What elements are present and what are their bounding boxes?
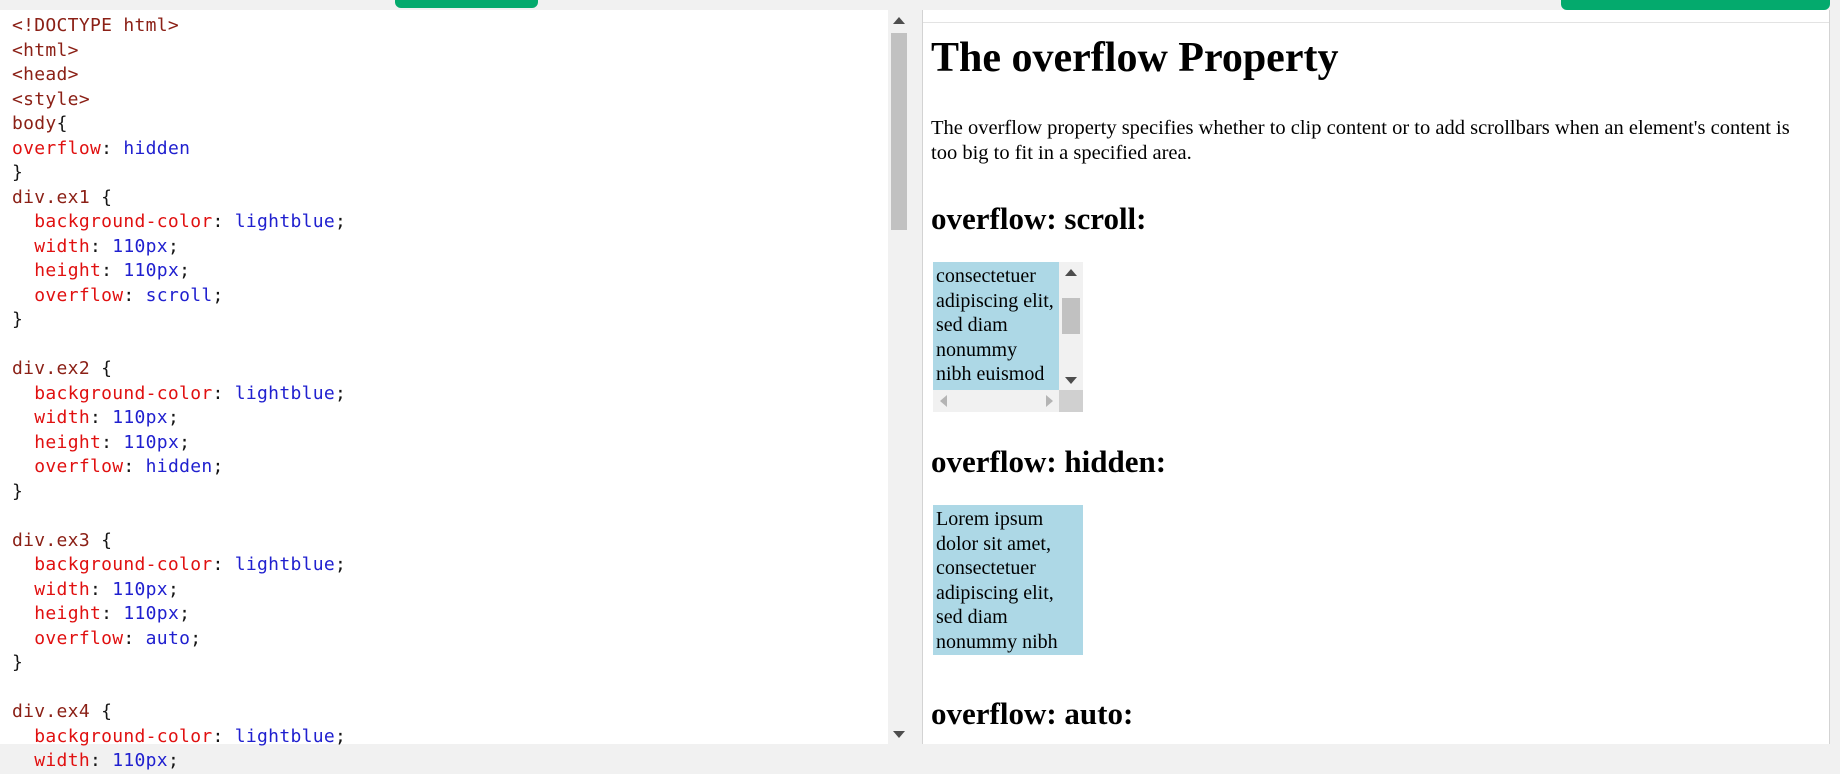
scrollbar-corner <box>1059 390 1083 412</box>
box-text-line: consectetuer <box>936 265 1036 287</box>
scroll-up-arrow-icon[interactable] <box>1059 262 1083 282</box>
scroll-right-arrow-icon[interactable] <box>1039 390 1059 412</box>
section-heading-scroll: overflow: scroll: <box>931 201 1147 236</box>
box-text-line: dolor sit amet, <box>936 532 1051 555</box>
box-horizontal-scrollbar[interactable] <box>933 390 1059 412</box>
scroll-left-arrow-icon[interactable] <box>933 390 953 412</box>
box-text-line: nonummy nibh <box>936 630 1058 653</box>
pane-resize-divider[interactable] <box>910 10 922 744</box>
code-lines: <!DOCTYPE html> <html> <head> <style> body{ overflow: hidden } div.ex1 { background-color: lightblue; width: 110px; height: 110px; overflow: scroll; } div.ex2 { background-color: lightblue; width: 110px; height: 110px; overflow: hidden; } div.ex3 { background-color: lightblue; width: 110px; height: 110px; overflow: auto; } div.ex4 { background-color: lightblue; width: 110px; <box>12 15 347 771</box>
code-editor-pane[interactable] <box>0 10 888 771</box>
box-scrollbar-thumb[interactable] <box>1062 298 1080 334</box>
top-left-button-partial[interactable] <box>395 0 538 8</box>
editor-scrollbar-thumb[interactable] <box>891 33 907 230</box>
overflow-scroll-example-box <box>933 262 1083 412</box>
scroll-down-arrow-icon[interactable] <box>1059 370 1083 390</box>
editor-vertical-scrollbar[interactable] <box>888 10 910 744</box>
box-text-line: Lorem ipsum <box>936 508 1044 530</box>
box-vertical-scrollbar[interactable] <box>1059 262 1083 390</box>
section-heading-auto: overflow: auto: <box>931 696 1134 731</box>
box-text-line: sed diam <box>936 606 1008 628</box>
overflow-hidden-example-box <box>933 505 1083 655</box>
top-right-button-partial[interactable] <box>1561 0 1830 10</box>
box-text-line: adipiscing elit, <box>936 289 1054 312</box>
box-text-line: sed diam <box>936 314 1008 336</box>
scroll-up-arrow-icon[interactable] <box>888 10 910 30</box>
scroll-down-arrow-icon[interactable] <box>888 724 910 744</box>
result-pane <box>922 10 1830 744</box>
box-text-line: consectetuer <box>936 557 1036 579</box>
intro-paragraph: The overflow property specifies whether to clip content or to add scrollbars when an element's content is too big to fit in a specified area. <box>931 117 1790 164</box>
result-top-border <box>923 22 1829 23</box>
box-text-line: nibh euismod <box>936 363 1045 385</box>
page-title: The overflow Property <box>931 35 1339 81</box>
section-heading-hidden: overflow: hidden: <box>931 444 1167 479</box>
box-text-line: adipiscing elit, <box>936 581 1054 604</box>
box-text-line: nonummy <box>936 338 1018 361</box>
scroll-box-content <box>933 262 1059 390</box>
